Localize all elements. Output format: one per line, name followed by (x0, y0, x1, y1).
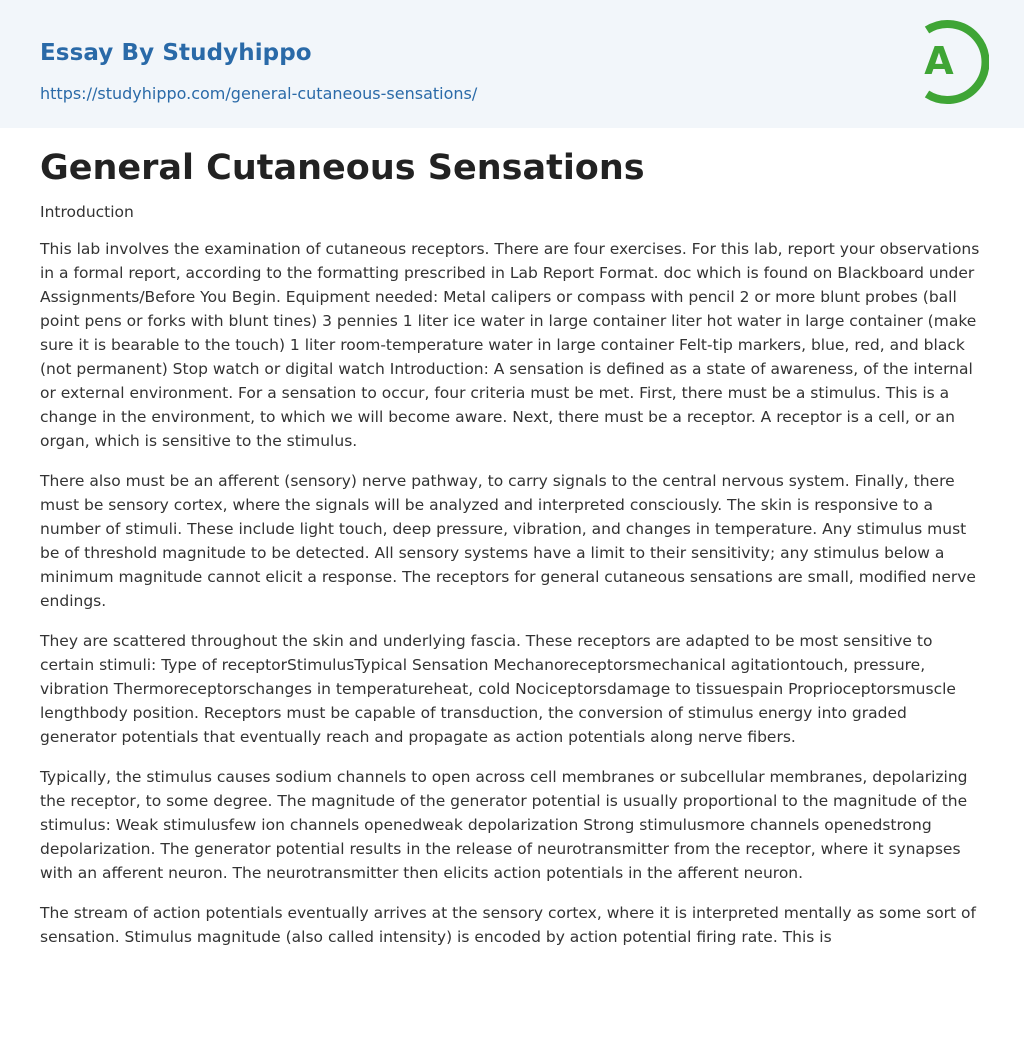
paragraph-1: This lab involves the examination of cutaneous receptors. There are four exercises. For this lab, report your observations in a formal report, according to the formatting prescribed in Lab Report Format. doc which is found on Blackboard under Assignments/Before You Begin. Equipment needed: Metal calipers or compass with pencil 2 or more blunt probes (ball point pens or forks with blunt tines) 3 pennies 1 liter ice water in large container liter hot water in large container (make sure it is bearable to the touch) 1 liter room-temperature water in large container Felt-tip markers, blue, red, and black (not permanent) Stop watch or digital watch Introduction: A sensation is defined as a state of awareness, of the internal or external environment. For a sensation to occur, four criteria must be met. First, there must be a stimulus. This is a change in the environment, to which we will become aware. Next, there must be a receptor. A receptor is a cell, or an organ, which is sensitive to the stimulus. (40, 240, 980, 450)
paragraph-4: Typically, the stimulus causes sodium channels to open across cell membranes or subcellular membranes, depolarizing the receptor, to some degree. The magnitude of the generator potential is usually proportional to the magnitude of the stimulus: Weak stimulusfew ion channels openedweak depolarization Strong stimulusmore channels openedstrong depolarization. The generator potential results in the release of neurotransmitter from the receptor, where it synapses with an afferent neuron. The neurotransmitter then elicits action potentials in the afferent neuron. (40, 768, 968, 882)
page-bottom-cutoff (0, 1000, 1024, 1051)
site-header (0, 0, 1024, 128)
article (40, 146, 984, 949)
section-heading: Introduction (40, 203, 134, 221)
article-url-link[interactable]: https://studyhippo.com/general-cutaneous-sensations/ (40, 84, 478, 103)
studyhippo-logo-icon[interactable] (905, 16, 989, 108)
paragraph-2: There also must be an afferent (sensory) nerve pathway, to carry signals to the central nervous system. Finally, there must be sensory cortex, where the signals will be analyzed and interpreted consciously. The skin is responsive to a number of stimuli. These include light touch, deep pressure, vibration, and changes in temperature. Any stimulus must be of threshold magnitude to be detected. All sensory systems have a limit to their sensitivity; any stimulus below a minimum magnitude cannot elicit a response. The receptors for general cutaneous sensations are small, modified nerve endings. (40, 472, 976, 610)
paragraph-5: The stream of action potentials eventually arrives at the sensory cortex, where it is interpreted mentally as some sort of sensation. Stimulus magnitude (also called intensity) is encoded by action potential firing rate. This is (40, 904, 977, 946)
page-title: General Cutaneous Sensations (40, 148, 645, 188)
logo-letter: A (924, 39, 954, 83)
brand-title[interactable]: Essay By Studyhippo (40, 40, 312, 66)
paragraph-3: They are scattered throughout the skin and underlying fascia. These receptors are adapted to be most sensitive to certain stimuli: Type of receptorStimulusTypical Sensation Mechanoreceptorsmechanical agitationtouch, pressure, vibration Thermoreceptorschanges in temperatureheat, cold Nociceptorsdamage to tissuespain Proprioceptorsmuscle lengthbody position. Receptors must be capable of transduction, the conversion of stimulus energy into graded generator potentials that eventually reach and propagate as action potentials along nerve fibers. (40, 632, 956, 746)
